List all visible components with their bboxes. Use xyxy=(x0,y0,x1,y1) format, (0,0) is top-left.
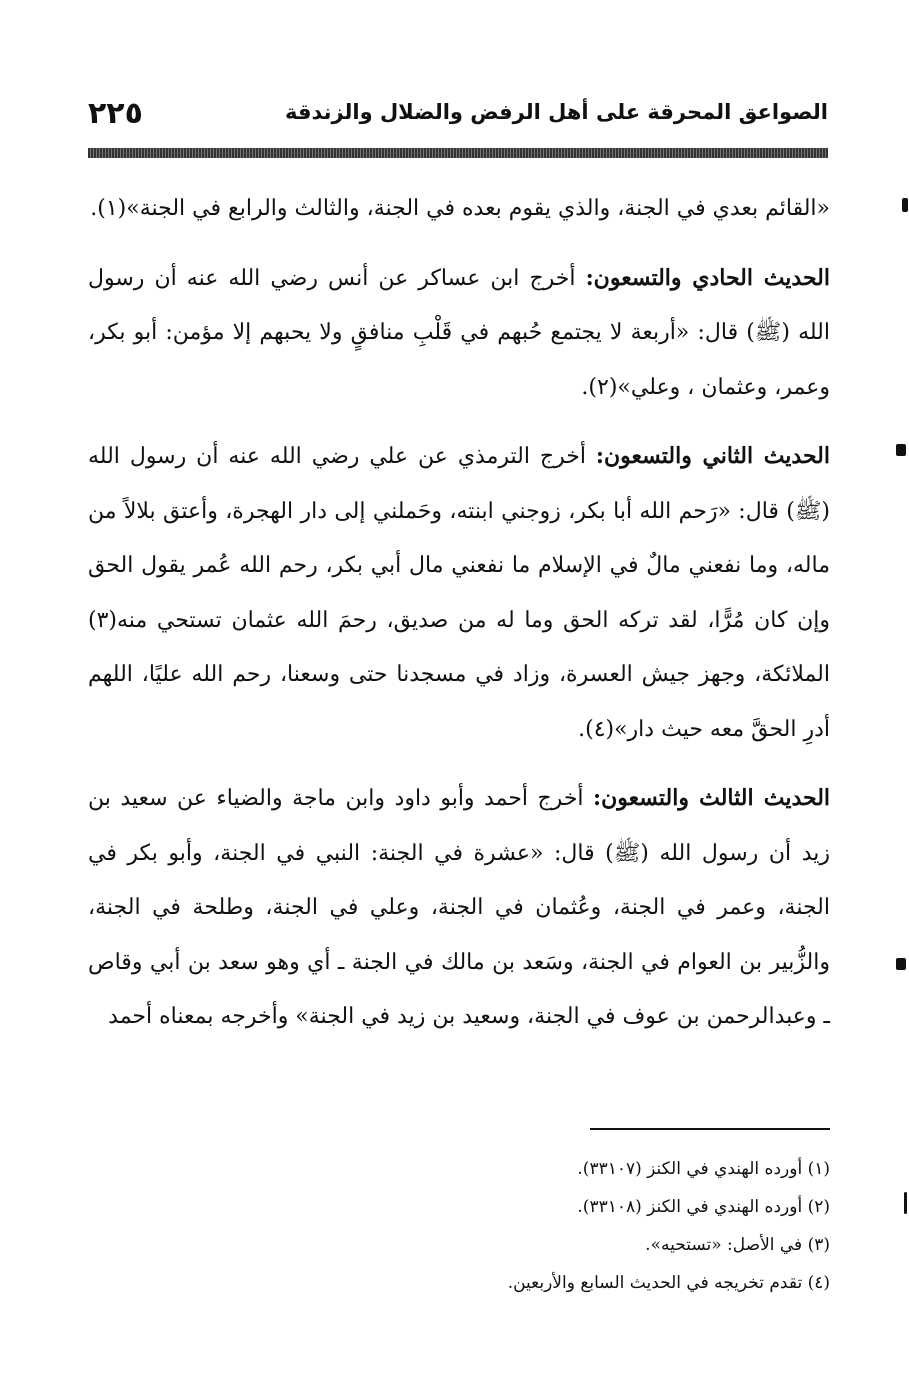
paragraph-hadith-92 xyxy=(88,429,830,757)
hadith-heading: الحديث الثاني والتسعون: xyxy=(595,443,830,469)
footnote-4: (٤) تقدم تخريجه في الحديث السابع والأربعين. xyxy=(507,1273,830,1293)
scan-mark xyxy=(896,958,906,970)
paragraph-text: أخرج أحمد وأبو داود وابن ماجة والضياء عن سعيد بن زيد أن رسول الله (ﷺ) قال: «عشرة في الجنة: النبي في الجنة، وأبو بكر في الجنة، وعمر في الجنة، وعُثمان في الجنة، وعلي في الجنة، وطلحة في الجنة، والزُّبير بن العوام في الجنة، وسَعد بن مالك في الجنة ـ أي وهو سعد بن أبي وقاص ـ وعبدالرحمن بن عوف في الجنة، وسعيد بن زيد في الجنة» وأخرجه بمعناه أحمد xyxy=(88,786,830,1029)
footnotes xyxy=(88,1150,830,1302)
hadith-heading: الحديث الحادي والتسعون: xyxy=(585,264,830,291)
paragraph-hadith-91 xyxy=(88,251,830,416)
scan-mark xyxy=(896,444,906,456)
paragraph-text: أخرج ابن عساكر عن أنس رضي الله عنه أن رسول الله (ﷺ) قال: «أربعة لا يجتمع حُبهم في قَلْبِ منافقٍ ولا يحبهم إلا مؤمن: أبو بكر، وعمر، وعثمان ، وعلي»(٢). xyxy=(88,265,830,400)
running-head xyxy=(88,96,828,140)
paragraph-text: أخرج الترمذي عن علي رضي الله عنه أن رسول الله (ﷺ) قال: «رَحم الله أبا بكر، زوجني ابنته، وحَملني إلى دار الهجرة، وأعتق بلالاً من ماله، وما نفعني مالٌ في الإسلام ما نفعني مال أبي بكر، رحم الله عُمر يقول الحق وإن كان مُرًّا، لقد تركه الحق وما له من صديق، رحمَ الله عثمان تستحي منه(٣) الملائكة، وجهز جيش العسرة، وزاد في مسجدنا حتى وسعنا، رحم الله عليًا، اللهم أدرِ الحقَّ معه حيث دار»(٤). xyxy=(88,444,830,742)
scan-mark xyxy=(904,1192,907,1214)
running-title: الصواعق المحرقة على أهل الرفض والضلال والزندقة xyxy=(284,100,828,124)
hadith-heading: الحديث الثالث والتسعون: xyxy=(593,785,831,811)
paragraph-continuation xyxy=(88,182,830,237)
main-text xyxy=(88,182,830,1059)
footnote-rule xyxy=(590,1128,830,1130)
page-number: ٢٢٥ xyxy=(88,96,143,131)
footnote-3: (٣) في الأصل: «تستحيه». xyxy=(645,1235,830,1255)
paragraph-hadith-93 xyxy=(88,771,830,1045)
scan-mark xyxy=(902,198,908,212)
header-rule xyxy=(88,148,828,158)
footnote-1: (١) أورده الهندي في الكنز (٣٣١٠٧). xyxy=(577,1159,830,1179)
footnote-2: (٢) أورده الهندي في الكنز (٣٣١٠٨). xyxy=(577,1197,830,1217)
paragraph-text: «القائم بعدي في الجنة، والذي يقوم بعده في الجنة، والثالث والرابع في الجنة»(١). xyxy=(90,196,830,221)
